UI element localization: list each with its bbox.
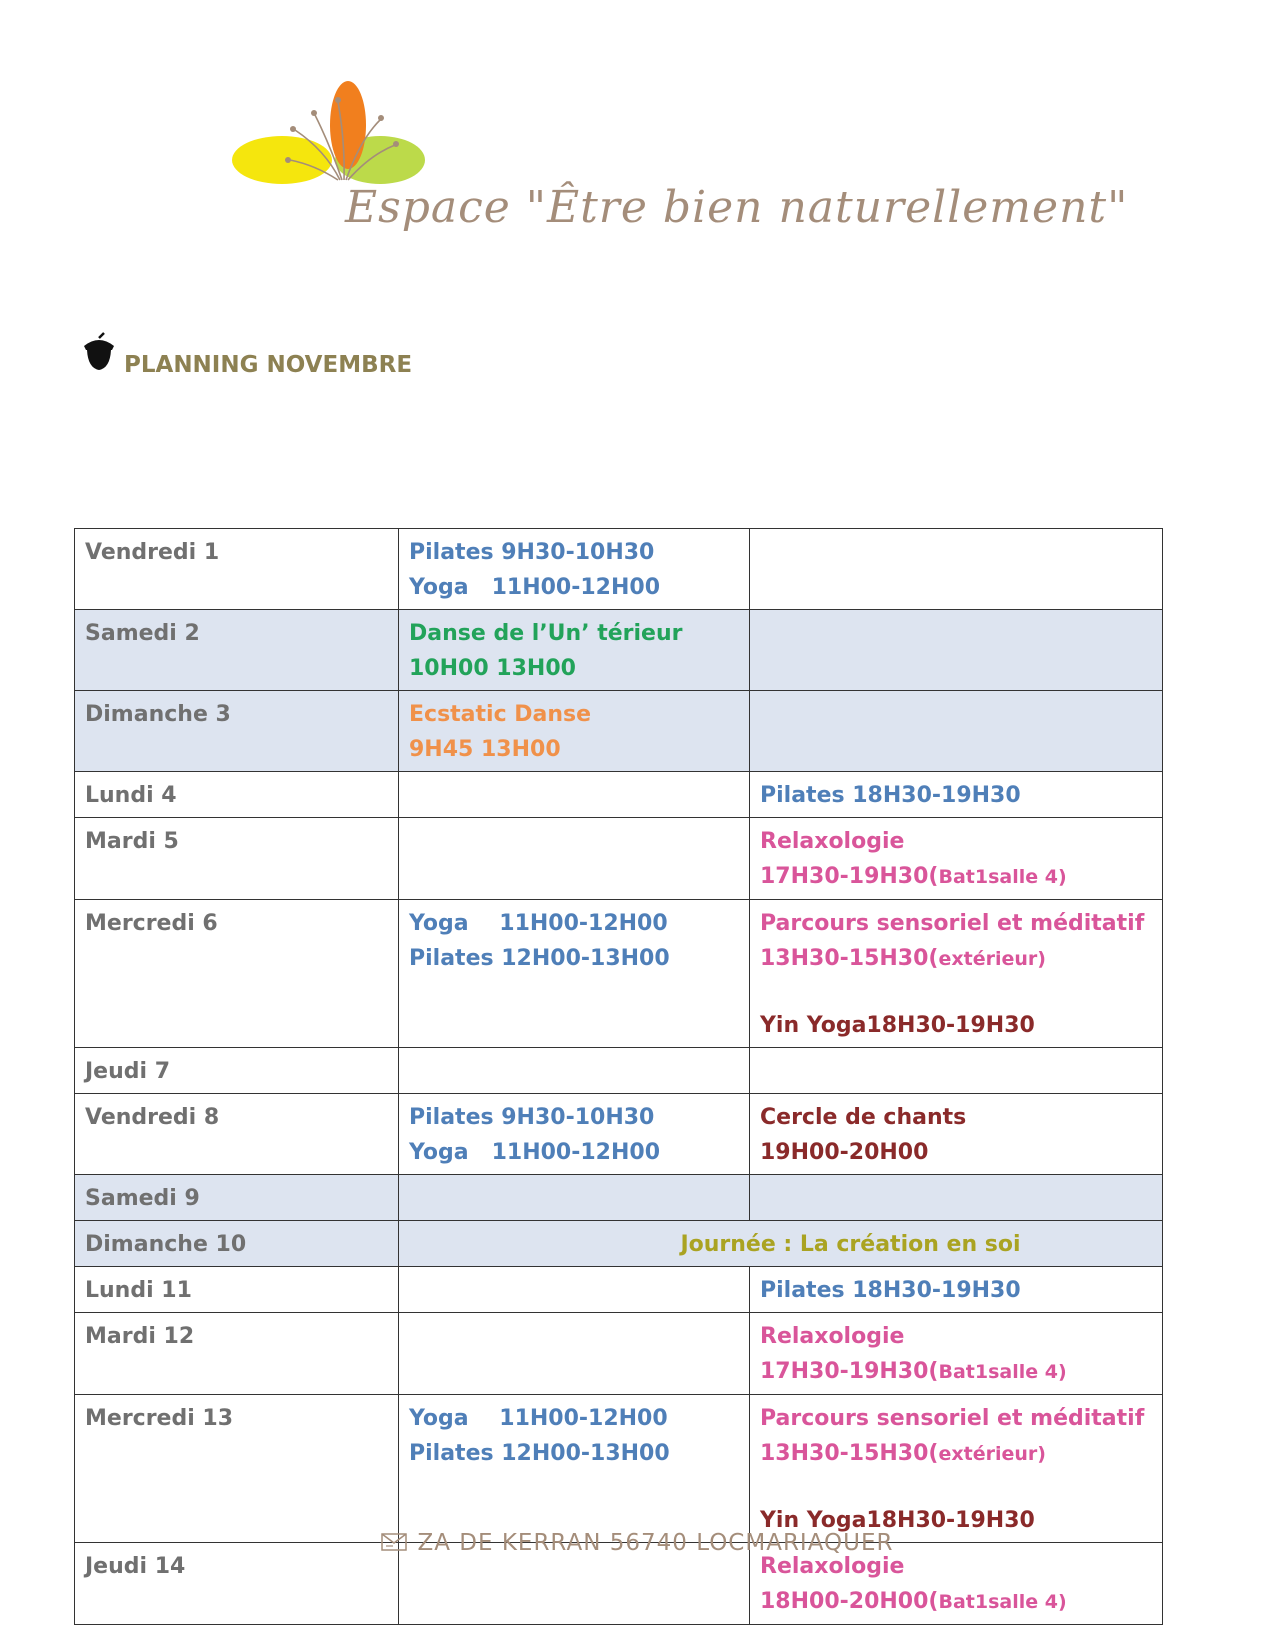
- day-cell: Dimanche 10: [75, 1221, 399, 1267]
- table-row: [75, 1094, 1163, 1175]
- table-row: [75, 1221, 1163, 1267]
- activity-cell: [750, 772, 1163, 818]
- day-cell: Jeudi 7: [75, 1048, 399, 1094]
- table-row: [75, 772, 1163, 818]
- activity-cell: [750, 1395, 1163, 1543]
- activity-cell: [750, 1175, 1163, 1221]
- table-row: [75, 1267, 1163, 1313]
- activity-line: Pilates 9H30-10H30: [409, 540, 655, 565]
- activity-line: 13H30-15H30(extérieur): [760, 946, 1046, 971]
- activity-cell: [399, 818, 750, 900]
- acorn-icon: [80, 332, 118, 372]
- activity-line: 13H30-15H30(extérieur): [760, 1441, 1046, 1466]
- brand-title: Espace "Être bien naturellement": [345, 182, 1129, 233]
- activity-line: Yoga 11H00-12H00: [409, 1140, 661, 1165]
- activity-line: 19H00-20H00: [760, 1140, 929, 1165]
- activity-cell: [399, 1395, 750, 1543]
- activity-cell: [399, 1267, 750, 1313]
- day-cell: Dimanche 3: [75, 691, 399, 772]
- day-cell: Mardi 12: [75, 1313, 399, 1395]
- activity-cell: [399, 1175, 750, 1221]
- activity-line: Yin Yoga18H30-19H30: [760, 1013, 1035, 1038]
- activity-cell: [399, 772, 750, 818]
- activity-cell: [399, 1094, 750, 1175]
- activity-cell: [399, 691, 750, 772]
- activity-cell: [399, 610, 750, 691]
- activity-cell: [399, 529, 750, 610]
- activity-line: Danse de l’Un’ térieur: [409, 621, 683, 646]
- activity-cell: [399, 1048, 750, 1094]
- activity-cell: [399, 900, 750, 1048]
- table-row: [75, 818, 1163, 900]
- activity-line: Cercle de chants: [760, 1105, 967, 1130]
- day-cell: Lundi 11: [75, 1267, 399, 1313]
- activity-cell: [750, 1313, 1163, 1395]
- activity-cell: [750, 1094, 1163, 1175]
- activity-line: Relaxologie: [760, 1554, 905, 1579]
- table-row: [75, 1175, 1163, 1221]
- activity-line: Pilates 12H00-13H00: [409, 1441, 670, 1466]
- activity-line: Pilates 12H00-13H00: [409, 946, 670, 971]
- address-text: ZA DE KERRAN 56740 LOCMARIAQUER: [417, 1530, 894, 1556]
- activity-line: Relaxologie: [760, 829, 905, 854]
- day-cell: Mercredi 13: [75, 1395, 399, 1543]
- activity-line: Yoga 11H00-12H00: [409, 1406, 668, 1431]
- activity-line: 9H45 13H00: [409, 737, 561, 762]
- activity-line: Pilates 18H30-19H30: [760, 783, 1021, 808]
- activity-line: Yoga 11H00-12H00: [409, 575, 661, 600]
- table-row: [75, 1395, 1163, 1543]
- activity-line: Pilates 9H30-10H30: [409, 1105, 655, 1130]
- journee-cell: [399, 1221, 1163, 1267]
- planning-title: PLANNING NOVEMBRE: [124, 352, 413, 378]
- day-cell: Mercredi 6: [75, 900, 399, 1048]
- activity-line: Yin Yoga18H30-19H30: [760, 1508, 1035, 1533]
- activity-cell: [750, 900, 1163, 1048]
- day-cell: Vendredi 8: [75, 1094, 399, 1175]
- day-cell: Samedi 9: [75, 1175, 399, 1221]
- activity-line: Parcours sensoriel et méditatif: [760, 911, 1145, 936]
- day-cell: Mardi 5: [75, 818, 399, 900]
- activity-cell: [750, 610, 1163, 691]
- planning-table: [74, 528, 1163, 1625]
- activity-line: 17H30-19H30(Bat1salle 4): [760, 1359, 1067, 1384]
- table-row: [75, 610, 1163, 691]
- table-row: [75, 529, 1163, 610]
- activity-cell: [750, 818, 1163, 900]
- activity-line: Relaxologie: [760, 1324, 905, 1349]
- activity-line: Pilates 18H30-19H30: [760, 1278, 1021, 1303]
- day-cell: Samedi 2: [75, 610, 399, 691]
- activity-line: Ecstatic Danse: [409, 702, 592, 727]
- activity-cell: [399, 1313, 750, 1395]
- activity-cell: [750, 1048, 1163, 1094]
- activity-cell: [750, 529, 1163, 610]
- day-cell: Vendredi 1: [75, 529, 399, 610]
- activity-line: 18H00-20H00(Bat1salle 4): [760, 1589, 1067, 1614]
- activity-line: 17H30-19H30(Bat1salle 4): [760, 864, 1067, 889]
- day-cell: Jeudi 14: [75, 1543, 399, 1625]
- activity-line: 10H00 13H00: [409, 656, 576, 681]
- activity-cell: [750, 691, 1163, 772]
- table-row: [75, 691, 1163, 772]
- activity-line: Yoga 11H00-12H00: [409, 911, 668, 936]
- table-row: [75, 1048, 1163, 1094]
- footer-address: [0, 1530, 1275, 1556]
- table-row: [75, 1313, 1163, 1395]
- activity-cell: [750, 1267, 1163, 1313]
- day-cell: Lundi 4: [75, 772, 399, 818]
- journee-label: Journée : La création en soi: [680, 1232, 1021, 1257]
- envelope-icon: [381, 1532, 407, 1552]
- activity-line: Parcours sensoriel et méditatif: [760, 1406, 1145, 1431]
- table-row: [75, 900, 1163, 1048]
